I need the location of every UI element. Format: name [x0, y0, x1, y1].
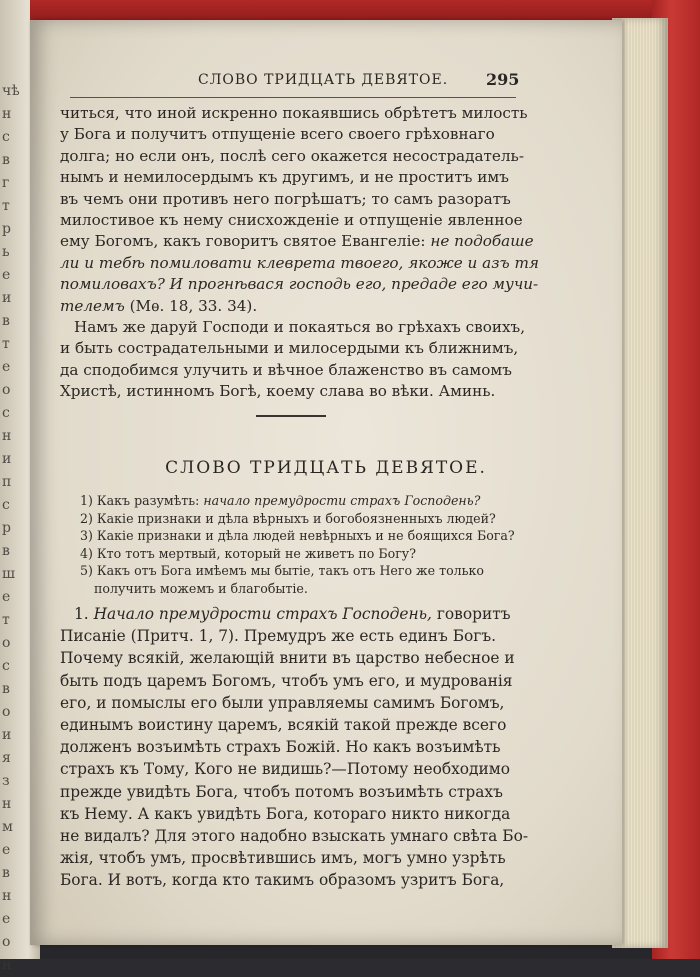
question-item: 5) Какъ отъ Бога имѣемъ мы бытіе, такъ отъ Него же только	[80, 563, 484, 579]
text-line: долга; но если онъ, послѣ сего окажется несострадатель-	[60, 146, 524, 165]
left-page-text: чѣ н с в г т р ь е и в т е о с н и п с р в ш е т о с в о и я з н м е в н е о н	[2, 83, 20, 973]
question-text: 1) Какъ разумѣть:	[80, 493, 204, 508]
text-line: и быть сострадательными и милосердыми къ ближнимъ,	[60, 339, 519, 358]
question-item: 3) Какіе признаки и дѣла людей невѣрныхъ и не боящихся Бога?	[80, 528, 515, 544]
page-number: 295	[486, 70, 520, 89]
question-item: 2) Какіе признаки и дѣла вѣрныхъ и богобоязненныхъ людей?	[80, 510, 496, 526]
cover-top-edge	[30, 0, 700, 22]
text-line: Христѣ, истинномъ Богѣ, коему слава во вѣки. Аминь.	[60, 382, 496, 401]
text-line: долженъ возъимѣть страхъ Божій. Но какъ возъимѣть	[60, 738, 501, 757]
text-line: къ Нему. А какъ увидѣть Бога, котораго никто никогда	[60, 804, 511, 823]
italic-quote: Начало премудрости страхъ Господень,	[93, 605, 432, 623]
section-separator	[256, 415, 326, 417]
header-rule	[70, 97, 516, 98]
text-line: милостивое къ нему снисхожденіе и отпущеніе явленное	[60, 211, 523, 230]
text-line: страхъ къ Тому, Кого не видишь?—Потому необходимо	[60, 760, 511, 779]
text-segment: ему Богомъ, какъ говоритъ святое Евангеліе:	[60, 232, 426, 251]
text-line: да сподобимся улучить и вѣчное блаженство въ самомъ	[60, 360, 512, 379]
section-number: 1.	[74, 605, 94, 623]
text-line: читься, что иной искренно покаявшись обрѣтетъ милость	[60, 104, 528, 122]
text-line: жія, чтобъ умъ, просвѣтившись имъ, могъ умно узрѣть	[60, 849, 506, 868]
text-line: его, и помыслы его были управляемы самимъ Богомъ,	[60, 693, 505, 712]
text-line: единымъ воистину царемъ, всякій такой прежде всего	[60, 716, 507, 735]
text-line: въ чемъ они противъ него погрѣшатъ; то самъ разоратъ	[60, 189, 511, 208]
question-quote: начало премудрости страхъ Господень?	[203, 493, 481, 508]
chapter-title: СЛОВО ТРИДЦАТЬ ДЕВЯТОЕ.	[165, 458, 487, 478]
text-line: Намъ же даруй Господи и покаяться во грѣхахъ своихъ,	[74, 318, 526, 336]
text-line: прежде увидѣть Бога, чтобъ потомъ возъимѣть страхъ	[60, 782, 503, 801]
text-line	[60, 231, 590, 252]
italic-quote: не подобаше	[430, 232, 534, 251]
running-head	[30, 70, 622, 96]
text-segment: говоритъ	[431, 605, 511, 623]
italic-quote-line: помиловахъ? И прогнѣвася господь его, предаде его мучи-	[60, 275, 539, 294]
text-line: Почему всякій, желающій внити въ царство небесное и	[60, 649, 515, 668]
question-item: 4) Кто тотъ мертвый, который не живетъ по Богу?	[80, 545, 416, 561]
text-line	[60, 296, 590, 317]
text-line: Бога. И вотъ, когда кто такимъ образомъ узритъ Бога,	[60, 871, 505, 890]
question-item	[80, 492, 600, 510]
paragraph-2	[60, 317, 590, 403]
chapter-questions	[80, 492, 600, 598]
text-line: нымъ и немилосердымъ къ другимъ, и не проститъ имъ	[60, 168, 509, 187]
text-line: не видалъ? Для этого надобно взыскать умнаго свѣта Бо-	[60, 827, 529, 846]
scripture-reference: (Мѳ. 18, 33. 34).	[129, 296, 258, 315]
book-page	[30, 20, 622, 945]
paragraph-1	[60, 103, 590, 317]
question-item-continued: получить можемъ и благобытіе.	[94, 580, 308, 596]
text-line: Писаніе (Притч. 1, 7). Премудръ же есть единъ Богъ.	[60, 627, 497, 646]
text-line	[60, 603, 590, 625]
paragraph-3	[60, 603, 590, 892]
italic-quote-line: ли и тебѣ помиловати клеврета твоего, якоже и азъ тя	[60, 253, 539, 272]
running-title: СЛОВО ТРИДЦАТЬ ДЕВЯТОЕ.	[198, 72, 449, 88]
italic-quote: телемъ	[60, 296, 125, 315]
text-line: у Бога и получитъ отпущеніе всего своего грѣховнаго	[60, 125, 495, 144]
text-line: быть подъ царемъ Богомъ, чтобъ умъ его, и мудрованія	[60, 671, 513, 690]
